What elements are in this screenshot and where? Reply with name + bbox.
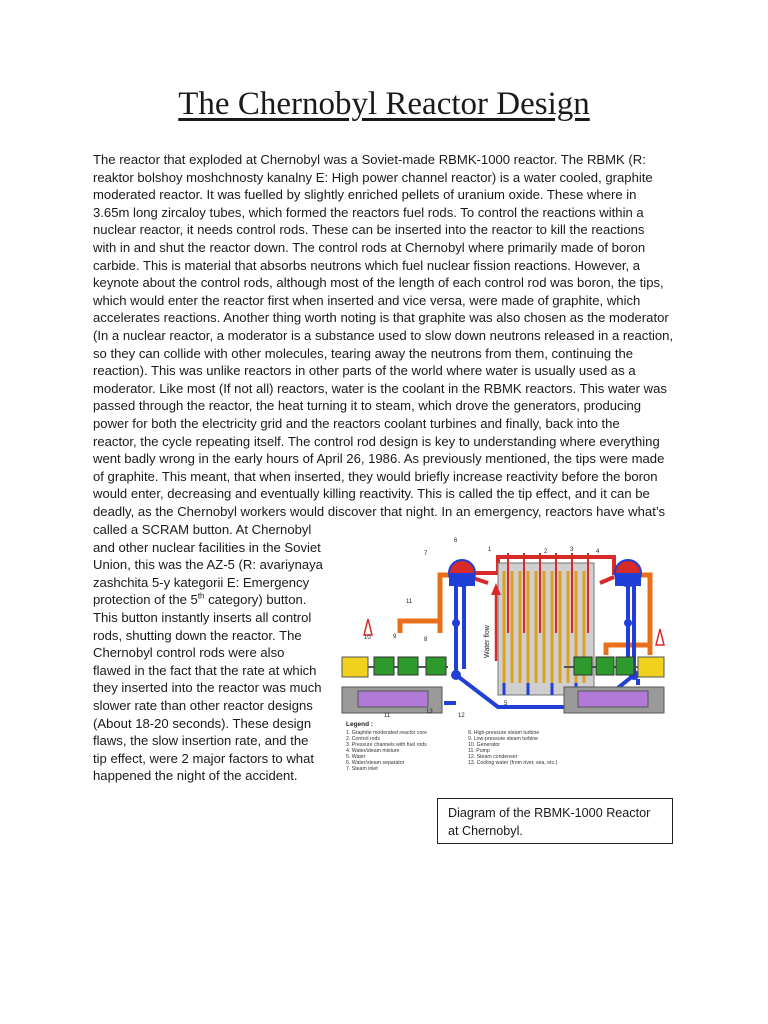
text-line: (About 18-20 seconds). These design	[93, 715, 312, 731]
turbine-left-1	[374, 657, 394, 675]
label-7: 7	[424, 551, 428, 557]
label-12: 12	[458, 713, 465, 719]
legend-item: 4. Water/steam mixture	[346, 748, 400, 754]
generator-right	[638, 657, 664, 677]
generator-left	[342, 657, 368, 677]
text-line: happened the night of the accident.	[93, 768, 298, 784]
text-line: Chernobyl control rods were also	[93, 645, 285, 661]
legend-item: 9. Low-pressure steam turbine	[468, 736, 539, 742]
label-9: 9	[393, 634, 397, 640]
legend-item: 3. Pressure channels with fuel rods	[346, 742, 427, 748]
legend-item: 2. Control rods	[346, 736, 381, 742]
condenser-left-core	[358, 691, 428, 707]
diagram-caption	[437, 798, 673, 844]
turbine-left-2	[398, 657, 418, 675]
text-line: deadly, as the Chernobyl workers would discover that night. In an emergency, reactors have what’s	[93, 503, 666, 519]
spacer	[656, 631, 658, 633]
text-fragment: protection of the 5	[93, 592, 198, 608]
text-line: accelerates reactions. Another thing worth noting is that graphite was also chosen as the moderator	[93, 310, 669, 326]
label-1: 1	[488, 547, 492, 553]
steam-pipe-left	[440, 575, 450, 633]
legend-item: 10. Generator	[468, 742, 501, 748]
text-line: zashchita 5-y kategorii E: Emergency	[93, 574, 310, 590]
side-paragraph	[93, 521, 333, 785]
text-line: and other nuclear facilities in the Soviet	[93, 539, 321, 555]
label-5: 5	[504, 701, 508, 707]
turbine-right-2	[596, 657, 614, 675]
text-line: they inserted into the reactor was much	[93, 680, 322, 696]
text-line: flaws, the slow insertion rate, and the	[93, 733, 309, 749]
legend-item: 8. High-pressure steam turbine	[468, 730, 540, 736]
legend-item: 13. Cooling water (from river, sea, etc.)	[468, 760, 558, 766]
text-line: nuclear reactor, it needs control rods. These can be inserted into the reactor to kill the reactions	[93, 222, 645, 238]
text-line: moderator. Like most (If not all) reactors, water is the coolant in the RBMK reactors. This water was	[93, 380, 667, 396]
turbine-right-3	[616, 657, 634, 675]
text-line: flawed in the fact that the rate at which	[93, 662, 317, 678]
pump-right-upper	[624, 619, 632, 627]
pump-left-upper	[452, 619, 460, 627]
superscript: th	[197, 592, 205, 602]
text-line: went badly wrong in the early hours of April 26, 1986. As previously mentioned, the tips were made	[93, 451, 665, 467]
text-line: reaktor bolshoy moshchnosty kanalny E: High power channel reactor) is a water cooled, graphite	[93, 169, 653, 185]
label-11: 11	[406, 599, 413, 605]
legend-item: 11. Pump	[468, 748, 490, 754]
text-line: Union, this was the AZ-5 (R: avariynaya	[93, 557, 323, 573]
turbine-right-1	[574, 657, 592, 675]
legend-item: 7. Steam inlet	[346, 766, 378, 772]
label-10: 10	[364, 635, 371, 641]
turbine-left-3	[426, 657, 446, 675]
text-line: power for both the electricity grid and the reactors coolant turbines and finally, back into the	[93, 415, 620, 431]
text-line: reaction). This was unlike reactors in other parts of the world where water is usually used as a	[93, 363, 636, 379]
pump-left	[451, 670, 461, 680]
label-3: 3	[570, 547, 574, 553]
separator-right-water	[615, 573, 641, 586]
text-line: which would enter the reactor first when inserted and vice versa, were made of graphite, which	[93, 292, 641, 308]
text-line: slower rate than other reactor designs	[93, 697, 313, 713]
label-4: 4	[596, 549, 600, 555]
text-line: so they can collide with other molecules, tearing away the neutrons from them, continuing the	[93, 345, 634, 361]
condenser-right-core	[578, 691, 648, 707]
legend-item: 1. Graphite moderated reactor core	[346, 730, 428, 736]
label-13: 13	[426, 709, 433, 715]
text-line: keynote about the control rods, although most of the length of each control rod was boron, the tips,	[93, 275, 664, 291]
text-line: carbide. This is material that absorbs neutrons which fuel nuclear fission reactions. However, a	[93, 257, 641, 273]
water-flow-label: Water flow	[484, 625, 491, 658]
text-line: of graphite. This meant, that when inserted, they would briefly increase reactivity before the boron	[93, 468, 658, 484]
text-line: with in and shut the reactor down. The control rods at Chernobyl where primarily made of boron	[93, 239, 646, 255]
text-line: reactor, the cycle repeating itself. The control rod design is key to understanding where everything	[93, 433, 660, 449]
power-out-icon	[656, 629, 664, 645]
legend-item: 12. Steam condenser	[468, 754, 518, 760]
label-8: 8	[424, 637, 428, 643]
text-fragment: category) button.	[204, 592, 307, 608]
text-line: tip effect, were 2 major factors to what	[93, 750, 314, 766]
separator-left-water	[449, 573, 475, 586]
text-line: This button instantly inserts all control	[93, 609, 312, 625]
text-line: The reactor that exploded at Chernobyl was a Soviet-made RBMK-1000 reactor. The RBMK (R:	[93, 152, 646, 167]
text-line: passed through the reactor, the heat turning it to steam, which drove the generators, producing	[93, 398, 642, 414]
power-out-icon	[364, 619, 372, 635]
legend-item: 5. Water	[346, 754, 366, 760]
caption-line: at Chernobyl.	[448, 823, 523, 838]
text-line	[93, 591, 333, 609]
label-2: 2	[544, 549, 548, 555]
legend-item: 6. Water/steam separator	[346, 760, 405, 766]
text-line: moderated reactor. It was fuelled by slightly enriched pellets of uranium oxide. These where in	[93, 187, 637, 203]
caption-line: Diagram of the RBMK-1000 Reactor	[448, 806, 651, 820]
body-paragraph	[93, 151, 673, 520]
label-11-bottom: 11	[384, 713, 391, 719]
mixture-pipe-right	[600, 577, 614, 583]
text-line: would enter, decreasing and eventually killing reactivity. This is called the tip effect, and it can be	[93, 486, 650, 502]
steam-pipe-turbine-left	[400, 621, 440, 633]
text-line: 3.65m long zircaloy tubes, which formed the reactors fuel rods. To control the reactions within a	[93, 204, 644, 220]
text-line: called a SCRAM button. At Chernobyl	[93, 522, 312, 537]
page-title: The Chernobyl Reactor Design	[178, 86, 590, 122]
text-line: rods, shutting down the reactor. The	[93, 627, 302, 643]
legend-title: Legend :	[346, 721, 374, 728]
label-6: 6	[454, 538, 458, 544]
text-line: (In a nuclear reactor, a moderator is a substance used to slow down neutrons released in a reaction,	[93, 327, 674, 343]
rbmk-reactor-diagram	[338, 533, 670, 781]
